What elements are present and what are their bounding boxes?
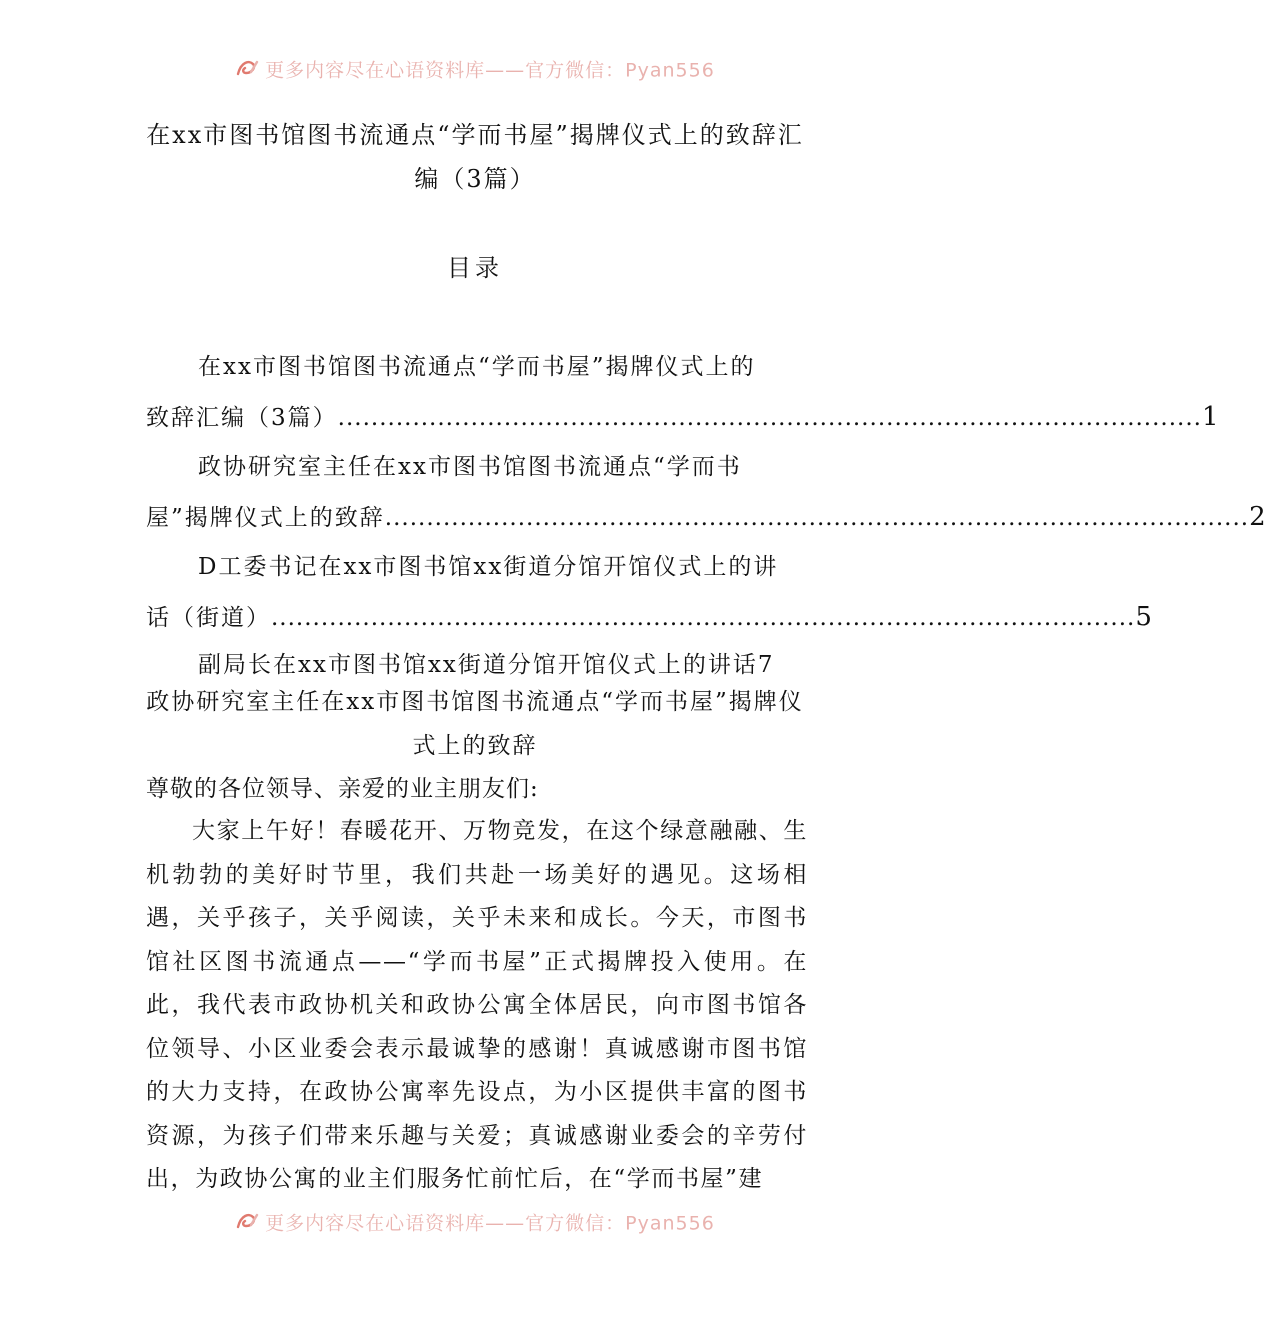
toc-entry[interactable] — [146, 443, 1268, 543]
toc-leader-dots: ........................................................................................................ — [384, 505, 1250, 531]
toc-page-number: 2 — [1249, 502, 1268, 532]
salutation: 尊敬的各位领导、亲爱的业主朋友们: — [146, 776, 539, 802]
watermark-logo-icon — [235, 58, 261, 84]
watermark-text: 更多内容尽在心语资料库——官方微信：Pyan556 — [265, 59, 715, 82]
toc-heading: 目录 — [447, 254, 503, 282]
watermark-top — [0, 58, 950, 82]
toc-leader-dots: ........................................................................................................ — [337, 405, 1202, 431]
toc-entry-title-cont: 屋”揭牌仪式上的致辞 — [146, 505, 385, 531]
section-title: 政协研究室主任在xx市图书馆图书流通点“学而书屋”揭牌仪式上的致辞 — [146, 689, 804, 759]
watermark-text: 更多内容尽在心语资料库——官方微信：Pyan556 — [265, 1212, 715, 1235]
toc-page-number: 1 — [1202, 402, 1221, 432]
toc-entry-title-cont: 致辞汇编（3篇） — [146, 405, 338, 431]
document-title: 在xx市图书馆图书流通点“学而书屋”揭牌仪式上的致辞汇编（3篇） — [146, 121, 804, 193]
toc-entry-title: 在xx市图书馆图书流通点“学而书屋”揭牌仪式上的 — [198, 354, 756, 380]
toc-entry-title: 政协研究室主任在xx市图书馆图书流通点“学而书 — [198, 454, 742, 480]
toc-leader-dots: ........................................................................................................ — [271, 605, 1136, 631]
toc-entry[interactable]: 副局长在xx市图书馆xx街道分馆开馆仪式上的讲话7 — [198, 652, 775, 678]
toc-page-number: 5 — [1135, 602, 1154, 632]
table-of-contents — [146, 343, 1268, 687]
watermark-bottom — [0, 1211, 950, 1235]
speech-body — [146, 768, 808, 1202]
toc-entry-title: D工委书记在xx市图书馆xx街道分馆开馆仪式上的讲 — [198, 554, 779, 580]
body-paragraph: 大家上午好！春暖花开、万物竞发，在这个绿意融融、生机勃勃的美好时节里，我们共赴一场美好的遇见。这场相遇，关乎孩子，关乎阅读，关乎未来和成长。今天，市图书馆社区图书流通点——“学而书屋”正式揭牌投入使用。在此，我代表市政协机关和政协公寓全体居民，向市图书馆各位领导、小区业委会表示最诚挚的感谢！真诚感谢市图书馆的大力支持，在政协公寓率先设点，为小区提供丰富的图书资源，为孩子们带来乐趣与关爱；真诚感谢业委会的辛劳付出，为政协公寓的业主们服务忙前忙后，在“学而书屋”建 — [146, 818, 808, 1192]
toc-entry-title-cont: 话（街道） — [146, 605, 271, 631]
toc-entry[interactable] — [146, 343, 1221, 443]
toc-entry[interactable] — [146, 543, 1154, 643]
watermark-logo-icon — [235, 1211, 261, 1237]
